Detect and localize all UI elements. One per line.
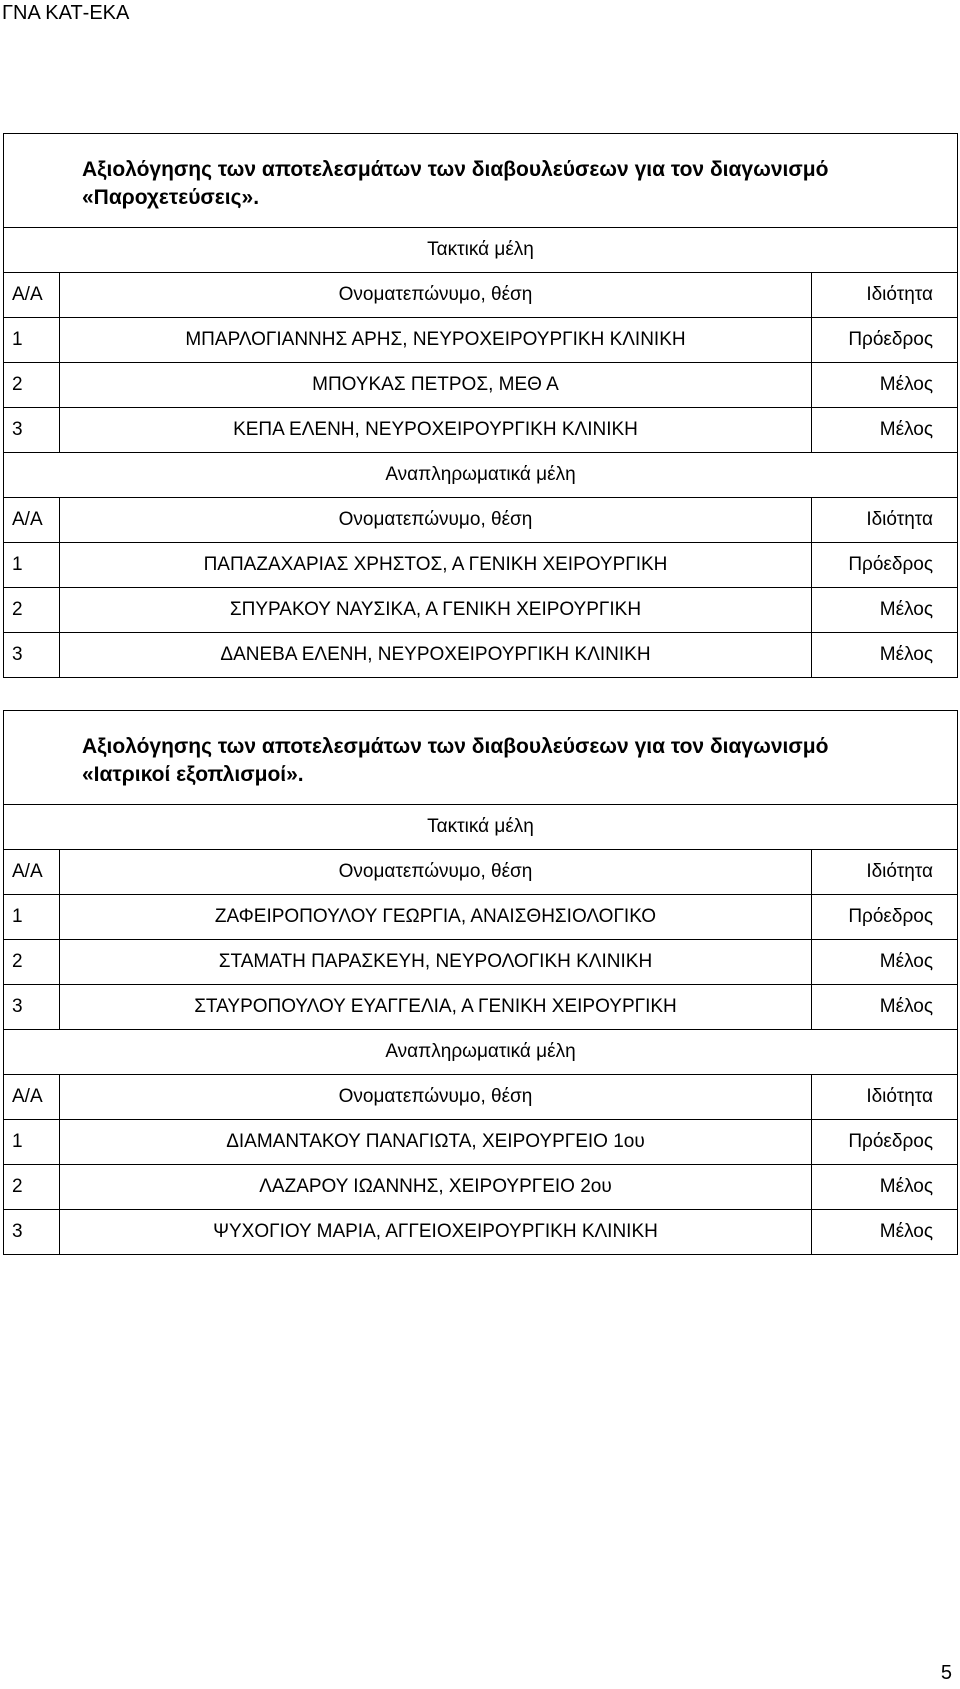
member-role: Μέλος <box>811 633 957 678</box>
table-row <box>4 543 958 588</box>
member-name: ΜΠΑΡΛΟΓΙΑΝΝΗΣ ΑΡΗΣ, ΝΕΥΡΟΧΕΙΡΟΥΡΓΙΚΗ ΚΛΙΝΙΚΗ <box>60 318 812 363</box>
table-title-row <box>4 711 958 805</box>
committee-table-2 <box>3 710 958 1255</box>
member-role: Μέλος <box>811 408 957 453</box>
column-header-role: Ιδιότητα <box>811 498 957 543</box>
table-row <box>4 940 958 985</box>
column-header-row <box>4 498 958 543</box>
row-number: 2 <box>4 588 60 633</box>
column-header-role: Ιδιότητα <box>811 850 957 895</box>
section-heading-row <box>4 1030 958 1075</box>
table-row <box>4 408 958 453</box>
table-row <box>4 1210 958 1255</box>
column-header-number: Α/Α <box>4 273 60 318</box>
row-number: 1 <box>4 1120 60 1165</box>
column-header-row <box>4 850 958 895</box>
member-name: ΣΠΥΡΑΚΟΥ ΝΑΥΣΙΚΑ, Α ΓΕΝΙΚΗ ΧΕΙΡΟΥΡΓΙΚΗ <box>60 588 812 633</box>
document-header: ΓΝΑ ΚΑΤ-ΕΚΑ <box>2 2 130 24</box>
section-heading: Τακτικά μέλη <box>4 228 958 273</box>
member-name: ΠΑΠΑΖΑΧΑΡΙΑΣ ΧΡΗΣΤΟΣ, Α ΓΕΝΙΚΗ ΧΕΙΡΟΥΡΓΙΚΗ <box>60 543 812 588</box>
table-title-line: Αξιολόγησης των αποτελεσμάτων των διαβουλεύσεων για τον διαγωνισμό <box>82 158 829 181</box>
section-heading-row <box>4 453 958 498</box>
member-name: ΚΕΠΑ ΕΛΕΝΗ, ΝΕΥΡΟΧΕΙΡΟΥΡΓΙΚΗ ΚΛΙΝΙΚΗ <box>60 408 812 453</box>
column-header-row <box>4 273 958 318</box>
column-header-row <box>4 1075 958 1120</box>
row-number: 3 <box>4 1210 60 1255</box>
row-number: 3 <box>4 633 60 678</box>
page-number: 5 <box>940 1662 952 1684</box>
column-header-number: Α/Α <box>4 1075 60 1120</box>
row-number: 2 <box>4 363 60 408</box>
member-name: ΣΤΑΥΡΟΠΟΥΛΟΥ ΕΥΑΓΓΕΛΙΑ, Α ΓΕΝΙΚΗ ΧΕΙΡΟΥΡΓΙΚΗ <box>60 985 812 1030</box>
member-role: Μέλος <box>811 588 957 633</box>
member-role: Μέλος <box>811 1210 957 1255</box>
member-name: ΨΥΧΟΓΙΟΥ ΜΑΡΙΑ, ΑΓΓΕΙΟΧΕΙΡΟΥΡΓΙΚΗ ΚΛΙΝΙΚΗ <box>60 1210 812 1255</box>
table-row <box>4 1165 958 1210</box>
table-title <box>4 711 958 805</box>
section-heading-row <box>4 805 958 850</box>
section-heading: Τακτικά μέλη <box>4 805 958 850</box>
member-role: Μέλος <box>811 940 957 985</box>
table-row <box>4 363 958 408</box>
member-role: Μέλος <box>811 363 957 408</box>
table-row <box>4 1120 958 1165</box>
row-number: 3 <box>4 985 60 1030</box>
table-title <box>4 134 958 228</box>
member-name: ΔΙΑΜΑΝΤΑΚΟΥ ΠΑΝΑΓΙΩΤΑ, ΧΕΙΡΟΥΡΓΕΙΟ 1ου <box>60 1120 812 1165</box>
row-number: 3 <box>4 408 60 453</box>
row-number: 1 <box>4 318 60 363</box>
committee-table-1 <box>3 133 958 678</box>
table-row <box>4 895 958 940</box>
table-row <box>4 588 958 633</box>
section-heading-row <box>4 228 958 273</box>
row-number: 1 <box>4 543 60 588</box>
table-row <box>4 985 958 1030</box>
member-role: Πρόεδρος <box>811 895 957 940</box>
column-header-name: Ονοματεπώνυμο, θέση <box>60 850 812 895</box>
member-name: ΛΑΖΑΡΟΥ ΙΩΑΝΝΗΣ, ΧΕΙΡΟΥΡΓΕΙΟ 2ου <box>60 1165 812 1210</box>
member-role: Πρόεδρος <box>811 1120 957 1165</box>
column-header-name: Ονοματεπώνυμο, θέση <box>60 498 812 543</box>
column-header-role: Ιδιότητα <box>811 1075 957 1120</box>
member-role: Μέλος <box>811 1165 957 1210</box>
table-title-line: Αξιολόγησης των αποτελεσμάτων των διαβουλεύσεων για τον διαγωνισμό <box>82 735 829 758</box>
row-number: 1 <box>4 895 60 940</box>
section-heading: Αναπληρωματικά μέλη <box>4 1030 958 1075</box>
column-header-number: Α/Α <box>4 850 60 895</box>
member-name: ΔΑΝΕΒΑ ΕΛΕΝΗ, ΝΕΥΡΟΧΕΙΡΟΥΡΓΙΚΗ ΚΛΙΝΙΚΗ <box>60 633 812 678</box>
member-name: ΜΠΟΥΚΑΣ ΠΕΤΡΟΣ, ΜΕΘ Α <box>60 363 812 408</box>
row-number: 2 <box>4 1165 60 1210</box>
table-row <box>4 318 958 363</box>
table-row <box>4 633 958 678</box>
member-role: Μέλος <box>811 985 957 1030</box>
member-role: Πρόεδρος <box>811 318 957 363</box>
section-heading: Αναπληρωματικά μέλη <box>4 453 958 498</box>
member-name: ΖΑΦΕΙΡΟΠΟΥΛΟΥ ΓΕΩΡΓΙΑ, ΑΝΑΙΣΘΗΣΙΟΛΟΓΙΚΟ <box>60 895 812 940</box>
member-role: Πρόεδρος <box>811 543 957 588</box>
column-header-number: Α/Α <box>4 498 60 543</box>
table-title-line: «Παροχετεύσεις». <box>82 186 260 209</box>
table-title-line: «Ιατρικοί εξοπλισμοί». <box>82 763 304 786</box>
table-title-row <box>4 134 958 228</box>
row-number: 2 <box>4 940 60 985</box>
column-header-role: Ιδιότητα <box>811 273 957 318</box>
member-name: ΣΤΑΜΑΤΗ ΠΑΡΑΣΚΕΥΗ, ΝΕΥΡΟΛΟΓΙΚΗ ΚΛΙΝΙΚΗ <box>60 940 812 985</box>
column-header-name: Ονοματεπώνυμο, θέση <box>60 273 812 318</box>
column-header-name: Ονοματεπώνυμο, θέση <box>60 1075 812 1120</box>
